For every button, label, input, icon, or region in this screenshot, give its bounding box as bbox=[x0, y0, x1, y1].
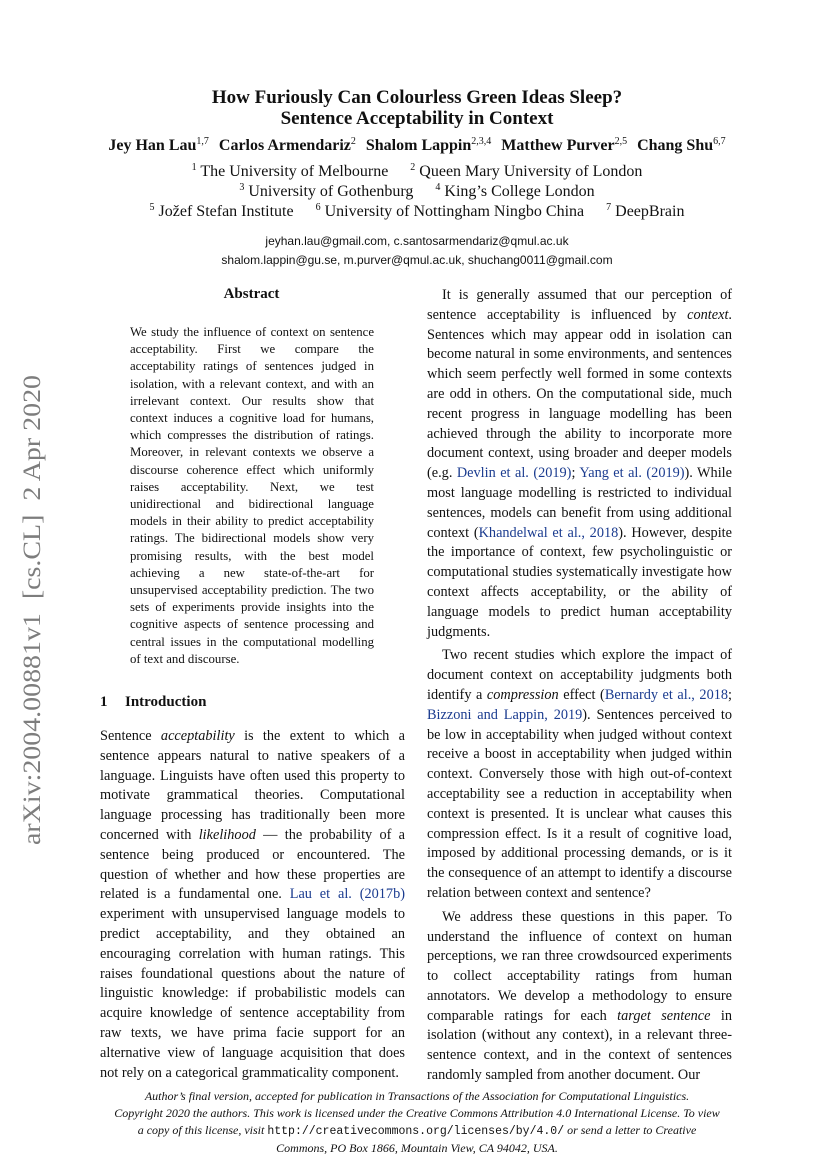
footer-line: a copy of this license, visit http://creativecommons.org/licenses/by/4.0/ or send a letter to Creative bbox=[137, 1123, 697, 1138]
paragraph: Two recent studies which explore the impact of document context on acceptability judgments both identify a compression effect (Bernardy et al., 2018; Bizzoni and Lappin, 2019). Sentences perceived to be low in acceptability when judged without context receive a boost in acceptability when judged within context. Conversely those with high out-of-context acceptability see a reduction in acceptability when context is presented. It is unclear what causes this compression effect. Is it a result of cognitive load, imposed by additional processing demands, or is it the consequence of an attempt to identify a discourse relation between context and sentence? bbox=[427, 647, 733, 901]
email-line-1[interactable]: jeyhan.lau@gmail.com, c.santosarmendariz@qmul.ac.uk bbox=[265, 234, 569, 248]
author: Matthew Purver$^{2,5}$ bbox=[501, 136, 628, 154]
license-footer bbox=[100, 1088, 734, 1157]
author-list bbox=[100, 137, 734, 155]
arxiv-side-stamp bbox=[14, 375, 48, 845]
section-number: 1 bbox=[100, 694, 108, 710]
right-column-body bbox=[427, 286, 732, 1086]
affiliation-line bbox=[100, 183, 734, 201]
affiliation-line bbox=[100, 203, 734, 221]
citation-link[interactable]: Khandelwal et al., 2018 bbox=[478, 524, 619, 541]
citation-link[interactable]: Yang et al. (2019) bbox=[579, 465, 685, 482]
arxiv-id-text: arXiv:2004.00881v1 [cs.CL] 2 Apr 2020 bbox=[19, 424, 46, 845]
affiliation: $^2$ Queen Mary University of London bbox=[410, 162, 643, 180]
section-title: Introduction bbox=[125, 694, 207, 710]
license-url-link[interactable]: http://creativecommons.org/licenses/by/4.0/ bbox=[267, 1125, 565, 1138]
citation-link[interactable]: Lau et al. (2017b) bbox=[289, 886, 405, 903]
left-column-body bbox=[100, 727, 405, 1083]
footer-line: Copyright 2020 the authors. This work is licensed under the Creative Commons Attribution 4.0 International License. To view bbox=[114, 1106, 720, 1120]
author: Jey Han Lau$^{1,7}$ bbox=[108, 136, 209, 154]
affiliation: $^3$ University of Gothenburg bbox=[239, 182, 414, 200]
paper-title-line-1: How Furiously Can Colourless Green Ideas Sleep? bbox=[211, 87, 623, 108]
affiliation: $^7$ DeepBrain bbox=[606, 202, 685, 220]
affiliation: $^6$ University of Nottingham Ningbo China bbox=[315, 202, 585, 220]
email-line-2[interactable]: shalom.lappin@gu.se, m.purver@qmul.ac.uk, shuchang0011@gmail.com bbox=[221, 253, 613, 267]
affiliation: $^5$ Jožef Stefan Institute bbox=[149, 202, 294, 220]
author: Chang Shu$^{6,7}$ bbox=[637, 136, 726, 154]
abstract-heading: Abstract bbox=[223, 286, 280, 302]
citation-link[interactable]: Devlin et al. (2019) bbox=[456, 465, 572, 482]
paragraph: We address these questions in this paper. To understand the influence of context on human perceptions, we ran three crowdsourced experiments to collect acceptability ratings from human annotators. We develop a methodology to ensure comparable ratings for each target sentence in isolation (without any context), in a relevant three-sentence context, and in the context of sentences randomly sampled from another document. Our bbox=[427, 908, 732, 1084]
footer-line: Author’s final version, accepted for publication in Transactions of the Association for Computational Linguistics. bbox=[144, 1089, 690, 1103]
citation-link[interactable]: Bizzoni and Lappin, 2019 bbox=[427, 706, 583, 723]
author: Carlos Armendariz$^2$ bbox=[218, 136, 356, 154]
paragraph: It is generally assumed that our perception of sentence acceptability is influenced by context. Sentences which may appear odd in isolation can become natural in some environments, and sentences which seem perfectly well formed in some contexts are odd in others. On the computational side, much recent progress in language modelling has been achieved through the ability to incorporate more document context, using broader and deeper models (e.g. Devlin et al. (2019); Yang et al. (2019)). While most language modelling is restricted to individual sentences, models can benefit from using additional context (Khandelwal et al., 2018). However, despite the importance of context, few psycholinguistic or computational studies systematically investigate how context affects acceptability, or the ability of language models to predict human acceptability judgments. bbox=[427, 287, 732, 640]
footer-line: Commons, PO Box 1866, Mountain View, CA 94042, USA. bbox=[276, 1141, 558, 1155]
paper-title-line-2: Sentence Acceptability in Context bbox=[280, 108, 554, 129]
affiliation: $^4$ King’s College London bbox=[435, 182, 595, 200]
author: Shalom Lappin$^{2,3,4}$ bbox=[365, 136, 492, 154]
citation-link[interactable]: Bernardy et al., 2018 bbox=[604, 686, 729, 703]
paragraph: Sentence acceptability is the extent to which a sentence appears natural to native speakers of a language. Linguists have often used this property to motivate grammatical theories. Computational language processing has traditionally been more concerned with likelihood — the probability of a sentence being produced or encountered. The question of whether and how these properties are related is a fundamental one. Lau et al. (2017b) experiment with unsupervised language models to predict acceptability, and they obtained an encouraging correlation with human ratings. This raises foundational questions about the nature of linguistic knowledge: if probabilistic models can acquire knowledge of sentence acceptability from raw texts, we have prima facie support for an alternative view of language acquisition that does not rely on a categorical grammaticality component. bbox=[100, 728, 405, 1081]
abstract-text: We study the influence of context on sentence acceptability. First we compare the acceptability ratings of sentences judged in isolation, with a relevant context, and with an irrelevant context. Our results show that context induces a cognitive load for humans, which compresses the distribution of ratings. Moreover, in relevant contexts we observe a discourse coherence effect which uniformly raises acceptability. Next, we test unidirectional and bidirectional language models in their ability to predict acceptability ratings. The bidirectional models show very promising results, with the best model achieving a new state-of-the-art for unsupervised acceptability prediction. The two sets of experiments provide insights into the cognitive aspects of sentence processing and central issues in the computational modelling of text and discourse. bbox=[130, 325, 374, 666]
section-heading bbox=[100, 694, 206, 711]
affiliation-line bbox=[100, 163, 734, 181]
affiliation: $^1$ The University of Melbourne bbox=[191, 162, 389, 180]
